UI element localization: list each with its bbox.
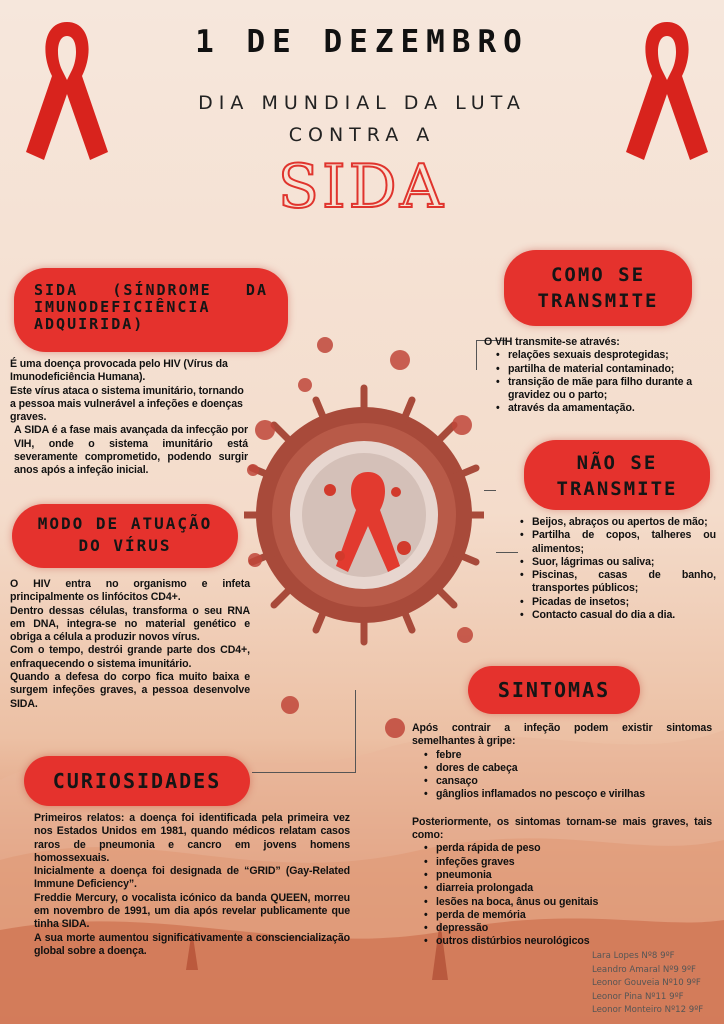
list-item: • dores de cabeça <box>424 762 712 775</box>
intro: Após contrair a infeção podem existir sintomas semelhantes à gripe: <box>412 722 712 748</box>
paragraph: Dentro dessas células, transforma o seu RNA em DNA, integra-se no material genético e obriga a célula a produzir novos vírus. <box>10 604 250 644</box>
modo-atuacao-heading-pill <box>12 504 238 568</box>
list-item: • perda de memória <box>424 909 712 922</box>
author-name: Leandro Amaral Nº9 9ºF <box>592 964 696 975</box>
como-se-transmite-heading <box>504 250 692 314</box>
sintomas-heading: SINTOMAS <box>497 678 611 702</box>
como-se-transmite-text <box>484 336 710 416</box>
later-intro: Posteriormente, os sintomas tornam-se mais graves, tais como: <box>412 815 712 842</box>
paragraph: Freddie Mercury, o vocalista icónico da banda QUEEN, morreu em novembro de 1991, um dia após revelar publicamente que tinha SIDA. <box>34 891 350 931</box>
connector-line <box>476 340 477 370</box>
nao-se-transmite-text <box>520 516 716 622</box>
list-item: • Suor, lágrimas ou saliva; <box>520 556 716 569</box>
intro: O VIH transmite-se através: <box>484 336 620 348</box>
connector-line <box>355 690 356 772</box>
list-item: • relações sexuais desprotegidas; <box>496 349 710 362</box>
sida-definition-text <box>10 358 248 478</box>
paragraph: Este vírus ataca o sistema imunitário, tornando a pessoa mais vulnerável a infeções e doenças graves. <box>10 384 244 424</box>
author-name: Lara Lopes Nº8 9ºF <box>592 951 675 961</box>
list-item: • depressão <box>424 922 712 935</box>
list-item: • perda rápida de peso <box>424 842 712 855</box>
date-title: 1 DE DEZEMBRO <box>195 24 529 60</box>
sintomas-text <box>412 722 712 949</box>
list-item: • transição de mãe para filho durante a gravidez ou o parto; <box>496 376 710 403</box>
sida-definition-heading-pill <box>14 268 288 352</box>
como-se-transmite-heading-pill <box>504 250 692 326</box>
transmission-list <box>484 349 710 415</box>
paragraph: Quando a defesa do corpo fica muito baixa e surgem infeções graves, a pessoa desenvolve SIDA. <box>10 671 250 710</box>
heading-line: MODO DE ATUAÇÃO <box>37 514 213 533</box>
heading-line: COMO SE <box>550 264 646 286</box>
heading-line: DO VÍRUS <box>78 536 172 555</box>
author-name: Leonor Monteiro Nº12 9ºF <box>592 1005 704 1015</box>
nao-se-transmite-heading <box>524 440 710 502</box>
list-item: • infeções graves <box>424 856 712 869</box>
paragraph: É uma doença provocada pelo HIV (Vírus da Imunodeficiência Humana). <box>10 358 228 384</box>
list-item: • febre <box>424 749 712 762</box>
list-item: • através da amamentação. <box>496 402 710 415</box>
paragraph: Com o tempo, destrói grande parte dos CD4+, enfraquecendo o sistema imunitário. <box>10 644 250 670</box>
curiosidades-heading: CURIOSIDADES <box>52 769 222 793</box>
paragraph: A sua morte aumentou significativamente a consciencialização global sobre a doença. <box>34 931 350 957</box>
list-item: • Beijos, abraços ou apertos de mão; <box>520 516 716 529</box>
list-item: • partilha de material contaminado; <box>496 363 710 376</box>
paragraph: Inicialmente a doença foi designada de “GRID” (Gay-Related Immune Deficiency”. <box>34 865 350 891</box>
paragraph: O HIV entra no organismo e infeta principalmente os linfócitos CD4+. <box>10 578 250 604</box>
list-item: • pneumonia <box>424 869 712 882</box>
subtitle-line1: DIA MUNDIAL DA LUTA <box>198 92 526 114</box>
list-item: • Partilha de copos, talheres ou alimentos; <box>520 529 716 556</box>
heading-line: NÃO SE <box>576 452 658 474</box>
list-item: • Picadas de insetos; <box>520 596 716 609</box>
nao-se-transmite-heading-pill <box>524 440 710 510</box>
connector-line <box>496 552 518 553</box>
paragraph: Primeiros relatos: a doença foi identificada pela primeira vez nos Estados Unidos em 1981, quando médicos relatam casos raros de pneumonia e cancro em jovens homens homossexuais. <box>34 812 350 864</box>
list-item: • Piscinas, casas de banho, transportes públicos; <box>520 569 716 596</box>
list-item: • cansaço <box>424 775 712 788</box>
list-item: • diarreia prolongada <box>424 882 712 895</box>
connector-line <box>484 490 496 491</box>
paragraph: A SIDA é a fase mais avançada da infecção por VIH, onde o sistema imunitário está severamente comprometido, podendo surgir anos após a infeção inicial. <box>14 424 248 477</box>
list-item: • outros distúrbios neurológicos <box>424 935 712 948</box>
curiosidades-heading-pill <box>24 756 250 806</box>
list-item: • gânglios inflamados no pescoço e virilhas <box>424 788 712 801</box>
list-item: • lesões na boca, ânus ou genitais <box>424 896 712 909</box>
main-title: SIDA <box>277 152 447 222</box>
non-transmission-list <box>520 516 716 622</box>
author-name: Leonor Gouveia Nº10 9ºF <box>592 978 701 988</box>
connector-line <box>252 772 356 773</box>
author-name: Leonor Pina Nº11 9ºF <box>592 991 684 1002</box>
early-symptoms-list <box>412 749 712 802</box>
modo-atuacao-text <box>10 578 250 711</box>
sintomas-heading-pill <box>468 666 640 714</box>
sida-definition-heading: SIDA (SÍNDROME DA IMUNODEFICIÊNCIA ADQUIRIDA) <box>34 281 268 333</box>
authors-list <box>592 950 722 1018</box>
list-item: • Contacto casual do dia a dia. <box>520 609 716 622</box>
modo-atuacao-heading <box>12 504 238 557</box>
heading-line: TRANSMITE <box>556 478 678 500</box>
curiosidades-text <box>34 812 350 958</box>
later-symptoms-list <box>412 842 712 948</box>
heading-line: TRANSMITE <box>537 290 659 312</box>
subtitle-line2: CONTRA A <box>288 124 436 146</box>
